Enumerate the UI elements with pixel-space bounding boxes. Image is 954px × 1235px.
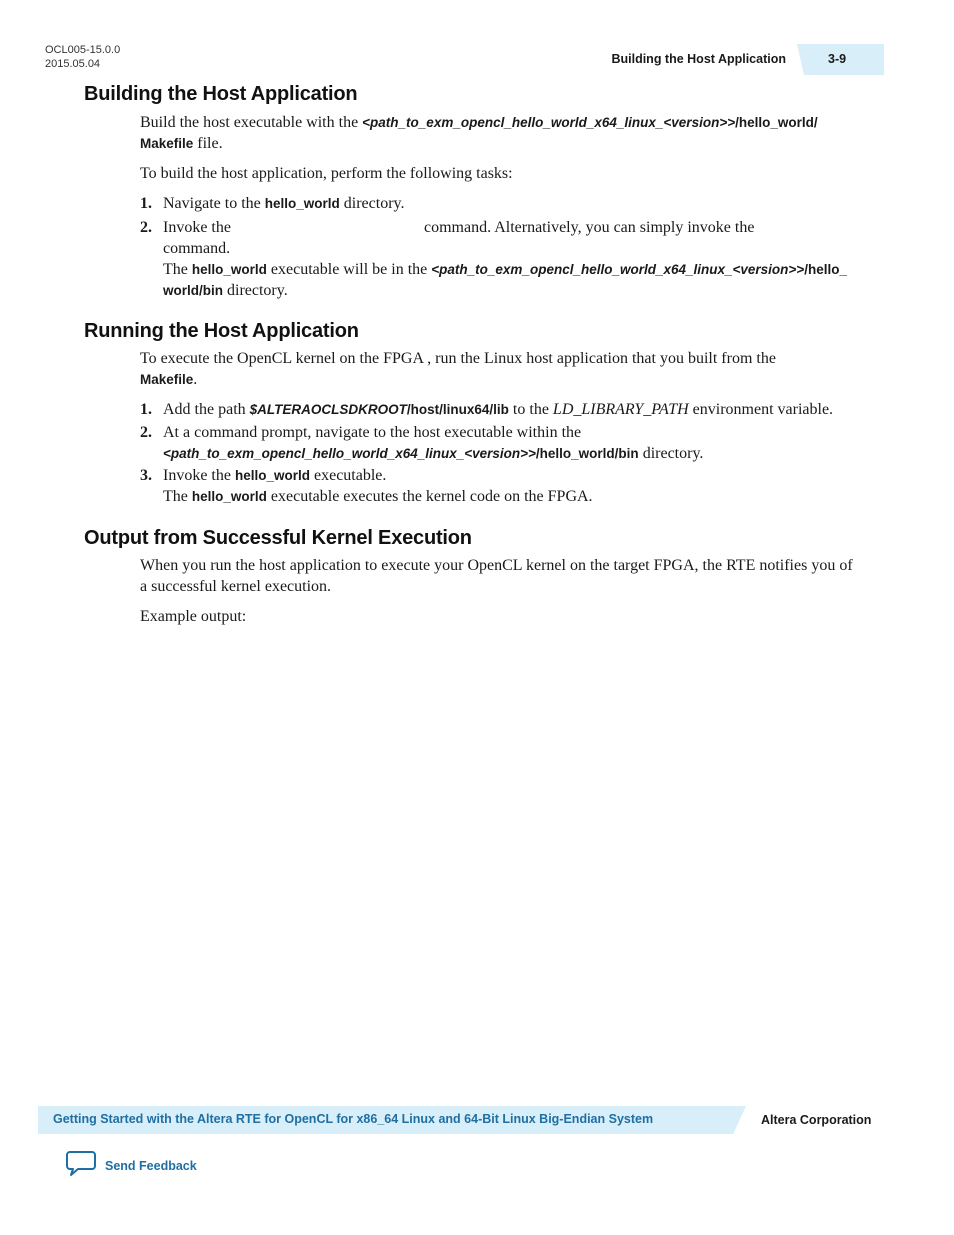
list-item: 1. Navigate to the hello_world directory. (140, 195, 405, 212)
footer-company: Altera Corporation (761, 1113, 872, 1127)
send-feedback-link[interactable] (66, 1150, 197, 1182)
list-number: 3. (140, 467, 152, 484)
tasks-intro: To build the host application, perform the following tasks: (140, 165, 513, 182)
list-item: 2. At a command prompt, navigate to the host executable within the <path_to_exm_opencl_hello_world_x64_linux_<version>>/hello_world/bin directory. (140, 424, 704, 462)
doc-date: 2015.05.04 (45, 58, 101, 70)
path-code: <path_to_exm_opencl_hello_world_x64_linux_<version>>/hello_world/ (362, 115, 818, 130)
env-variable: LD_LIBRARY_PATH (552, 401, 689, 418)
hello-world-code: hello_world (191, 489, 267, 504)
list-number: 1. (140, 401, 152, 418)
building-intro: Build the host executable with the <path_to_exm_opencl_hello_world_x64_linux_<version>>/hello_world/ Makefile file. (140, 114, 818, 152)
hello-world-code: hello_world (191, 262, 267, 277)
path-code: world/bin (163, 283, 223, 298)
makefile-code: Makefile (140, 372, 194, 387)
list-number: 2. (140, 219, 152, 236)
path-code: <path_to_exm_opencl_hello_world_x64_linux_<version>>/hello_world/bin (163, 446, 639, 461)
doc-number: OCL005-15.0.0 (45, 44, 121, 56)
list-item: 1. Add the path $ALTERAOCLSDKROOT/host/linux64/lib to the LD_LIBRARY_PATH environment variable. (140, 401, 834, 418)
list-number: 1. (140, 195, 152, 212)
page-number: 3-9 (828, 52, 847, 66)
running-title: Building the Host Application (611, 52, 786, 66)
sdk-path-code: $ALTERAOCLSDKROOT/host/linux64/lib (249, 402, 509, 417)
list-number: 2. (140, 424, 152, 441)
section-heading-building: Building the Host Application (84, 83, 358, 105)
speech-bubble-icon (66, 1150, 96, 1182)
hello-world-code: hello_world (234, 468, 310, 483)
section-heading-output: Output from Successful Kernel Execution (84, 527, 472, 549)
running-intro: To execute the OpenCL kernel on the FPGA , run the Linux host application that you built from the Makefile. (140, 350, 776, 388)
hello-world-code: hello_world (264, 196, 340, 211)
example-output-label: Example output: (140, 608, 247, 625)
section-heading-running: Running the Host Application (84, 320, 359, 342)
list-item: 2. Invoke the command. Alternatively, you can simply invoke the command. The hello_world executable will be in the <path_to_exm_opencl_hello_world_x64_linux_<version>>/hello_ world/bin directory. (140, 219, 847, 299)
footer-document-title[interactable]: Getting Started with the Altera RTE for OpenCL for x86_64 Linux and 64-Bit Linux Big-Endian System (53, 1112, 654, 1126)
send-feedback-label[interactable]: Send Feedback (105, 1159, 197, 1173)
list-item: 3. Invoke the hello_world executable. The hello_world executable executes the kernel code on the FPGA. (140, 467, 593, 505)
output-intro: When you run the host application to execute your OpenCL kernel on the target FPGA, the RTE notifies you of a successful kernel execution. (140, 557, 853, 595)
document-id (45, 43, 120, 71)
path-code: <path_to_exm_opencl_hello_world_x64_linux_<version>>/hello_ (431, 262, 847, 277)
makefile-code: Makefile (140, 136, 194, 151)
